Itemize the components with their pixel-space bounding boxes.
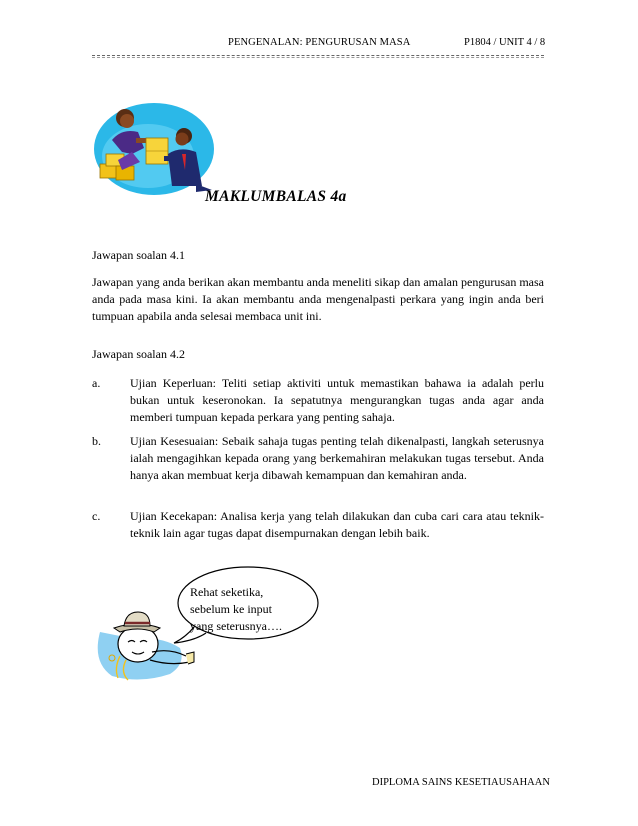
- list-marker: a.: [92, 376, 101, 390]
- header-unit-code: P1804 / UNIT 4 / 8: [464, 37, 546, 48]
- answer-paragraph-4-1: Jawapan yang anda berikan akan membantu anda meneliti sikap dan amalan pengurusan masa anda pada masa kini. Ia akan membantu anda mengenalpasti perkara yang ingin anda beri tumpuan apabila anda selesai membaca unit ini.: [92, 275, 544, 323]
- list-item-text: Ujian Kesesuaian: Sebaik sahaja tugas penting telah dikenalpasti, langkah seterusnya ialah mengagihkan kepada orang yang berkemahiran melakukan tugas tersebut. Anda hanya akan membuat kerja dibawah kemampuan dan kemahiran anda.: [130, 434, 544, 482]
- list-marker: c.: [92, 509, 101, 523]
- speech-bubble-text: [190, 584, 310, 635]
- business-people-clipart: [92, 100, 224, 198]
- list-marker: b.: [92, 434, 101, 448]
- header-rule: [92, 55, 544, 56]
- list-item-text: Ujian Kecekapan: Analisa kerja yang telah dilakukan dan cuba cari cara atau teknik-teknik lain agar tugas dapat disempurnakan dengan lebih baik.: [130, 509, 544, 540]
- header-rule-secondary: [92, 57, 544, 58]
- speech-bubble-line: Rehat seketika,: [190, 585, 264, 599]
- page-title: MAKLUMBALAS 4a: [205, 188, 347, 205]
- speech-bubble-line: yang seterusnya….: [190, 619, 282, 633]
- list-item-text: Ujian Keperluan: Teliti setiap aktiviti untuk memastikan bahawa ia adalah perlu bukan untuk keseronokan. Ia sepatutnya mengurangkan tugas anda agar anda memberi tumpuan kepada perkara yang penting sahaja.: [130, 376, 544, 424]
- speech-bubble-line: sebelum ke input: [190, 602, 272, 616]
- section-label-4-1: Jawapan soalan 4.1: [92, 248, 185, 262]
- section-label-4-2: Jawapan soalan 4.2: [92, 347, 185, 361]
- footer-title: DIPLOMA SAINS KESETIAUSAHAAN: [372, 777, 550, 788]
- header-title: PENGENALAN: PENGURUSAN MASA: [228, 37, 411, 48]
